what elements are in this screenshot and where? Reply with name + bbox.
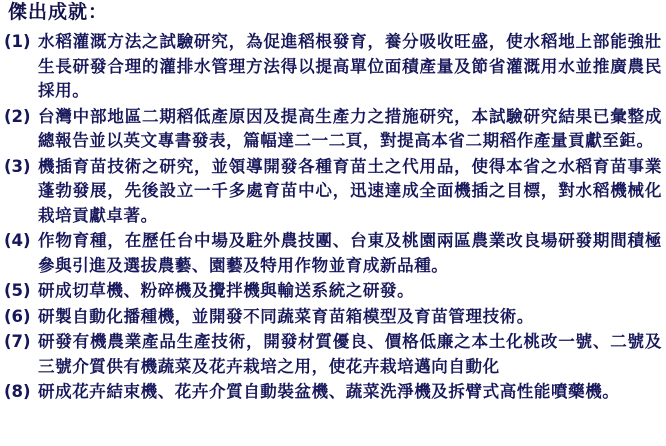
item-text: 機插育苗技術之研究，並領導開發各種育苗土之代用品，使得本省之水稻育苗事業蓬勃發展，先後設立一千多處育苗中心，迅速達成全面機插之目標，對水稻機械化栽培貢獻卓著。 [38,156,662,225]
achievement-list [4,30,662,406]
item-number: (6) [4,306,31,326]
list-item [4,105,662,154]
item-text: 研成切草機、粉碎機及攪拌機與輸送系統之研發。 [38,281,415,300]
item-number: (5) [4,281,31,300]
item-number: (4) [4,231,31,250]
item-number: (8) [4,382,31,401]
item-number: (7) [4,332,31,351]
item-text: 研發有機農業產品生產技術，開發材質優良、價格低廉之本土化桃改一號、二號及三號介質供有機蔬菜及花卉栽培之用，使花卉栽培邁向自動化 [38,332,662,376]
item-text: 台灣中部地區二期稻低產原因及提高生產力之措施研究，本試驗研究結果已彙整成總報告並以英文專書發表，篇幅達二一二頁，對提高本省二期稻作產量貢獻至鉅。 [38,106,662,150]
list-item [4,155,662,229]
item-number: (3) [4,156,31,176]
item-text: 作物育種，在歷任台中場及駐外農技團、台東及桃園兩區農業改良場研發期間積極參與引進及選拔農藝、園藝及特用作物並育成新品種。 [38,231,662,275]
list-item [4,30,662,104]
item-text: 研製自動化播種機，並開發不同蔬菜育苗箱模型及育苗管理技術。 [38,306,534,326]
list-item [4,330,662,379]
item-number: (2) [4,106,31,126]
list-item [4,380,662,405]
item-text: 研成花卉結束機、花卉介質自動裝盆機、蔬菜洗淨機及拆臂式高性能噴藥機。 [38,382,620,401]
list-item [4,279,662,304]
list-item [4,229,662,278]
item-number: (1) [4,32,31,51]
item-text: 水稻灌溉方法之試驗研究，為促進稻根發育，養分吸收旺盛，使水稻地上部能強壯生長研發合理的灌排水管理方法得以提高單位面積產量及節省灌溉用水並推廣農民採用。 [38,32,662,100]
page-title: 傑出成就： [8,1,109,23]
list-item [4,305,662,330]
